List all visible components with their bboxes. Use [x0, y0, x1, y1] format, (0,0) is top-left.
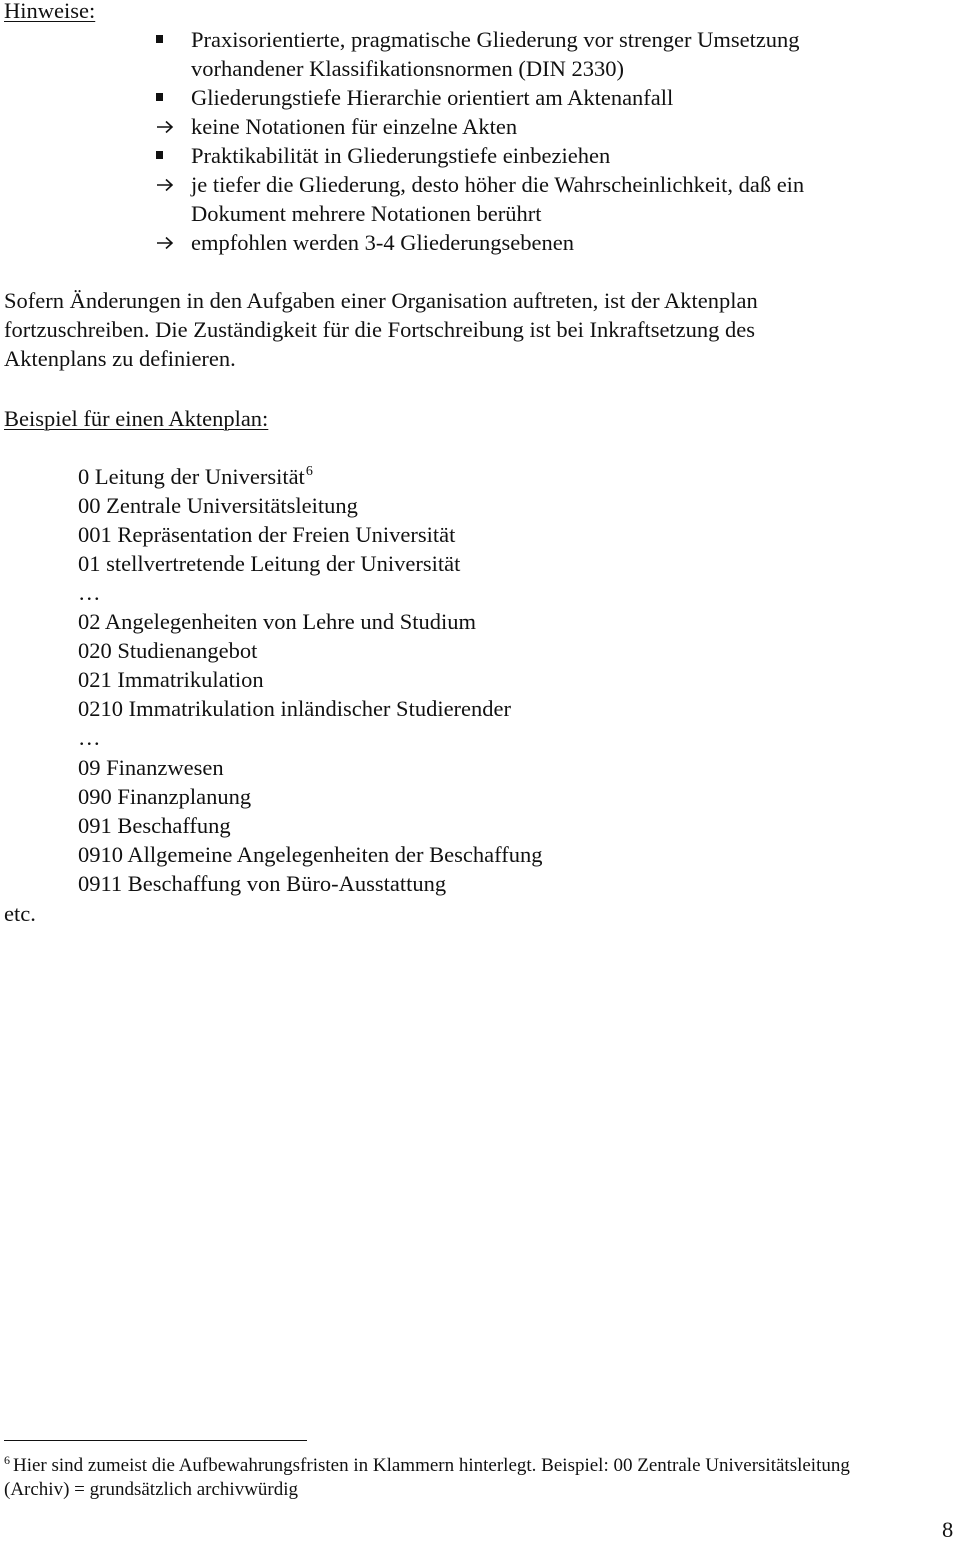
hint-item — [150, 112, 517, 141]
page-number: 8 — [942, 1517, 954, 1542]
plan-entry: 0911 Beschaffung von Büro-Ausstattung — [78, 871, 447, 896]
hint-text: empfohlen werden 3-4 Gliederungsebenen — [191, 230, 574, 255]
hint-text: Gliederungstiefe Hierarchie orientiert am Aktenanfall — [191, 85, 674, 110]
body-paragraph — [4, 286, 904, 373]
hint-text: vorhandener Klassifikationsnormen (DIN 2330) — [191, 56, 625, 81]
example-heading: Beispiel für einen Aktenplan: — [4, 406, 269, 431]
hint-text: keine Notationen für einzelne Akten — [191, 114, 518, 139]
plan-entry: 02 Angelegenheiten von Lehre und Studium — [78, 609, 477, 634]
hint-text: Dokument mehrere Notationen berührt — [191, 201, 542, 226]
hint-item — [150, 25, 800, 54]
plan-entry: 09 Finanzwesen — [78, 755, 224, 780]
section-heading-hinweise: Hinweise: — [4, 0, 96, 23]
plan-entry-text: 0 Leitung der Universität — [78, 464, 305, 489]
footnote-text: Hier sind zumeist die Aufbewahrungsfristen in Klammern hinterlegt. Beispiel: 00 Zentrale Universitätsleitung — [13, 1455, 850, 1476]
plan-entry: 091 Beschaffung — [78, 813, 231, 838]
plan-ellipsis: … — [78, 580, 101, 605]
plan-entry: 0910 Allgemeine Angelegenheiten der Beschaffung — [78, 842, 543, 867]
hint-item — [150, 54, 624, 83]
hint-item — [150, 199, 542, 228]
footnote-number: 6 — [4, 1453, 10, 1467]
hint-text: je tiefer die Gliederung, desto höher die Wahrscheinlichkeit, daß ein — [191, 172, 805, 197]
plan-entry: 090 Finanzplanung — [78, 784, 252, 809]
plan-entry — [78, 462, 313, 491]
hint-text: Praxisorientierte, pragmatische Gliederung vor strenger Umsetzung — [191, 27, 800, 52]
hint-item — [150, 141, 610, 170]
plan-entry: 0210 Immatrikulation inländischer Studierender — [78, 696, 512, 721]
paragraph-line: Sofern Änderungen in den Aufgaben einer Organisation auftreten, ist der Aktenplan — [4, 288, 758, 313]
footnote-divider — [4, 1440, 307, 1441]
hint-text: Praktikabilität in Gliederungstiefe einbeziehen — [191, 143, 611, 168]
footnote-line: (Archiv) = grundsätzlich archivwürdig — [4, 1479, 299, 1500]
etc-label: etc. — [4, 901, 36, 926]
paragraph-line: fortzuschreiben. Die Zuständigkeit für die Fortschreibung ist bei Inkraftsetzung des — [4, 317, 756, 343]
hint-item — [150, 170, 804, 199]
plan-entry: 001 Repräsentation der Freien Universität — [78, 522, 456, 547]
footnote-line — [4, 1454, 850, 1478]
plan-entry: 00 Zentrale Universitätsleitung — [78, 493, 358, 518]
paragraph-line: Aktenplans zu definieren. — [4, 346, 236, 372]
plan-entry: 020 Studienangebot — [78, 638, 258, 663]
footnote-reference: 6 — [305, 464, 313, 479]
plan-entry: 01 stellvertretende Leitung der Universität — [78, 551, 461, 576]
hint-item — [150, 228, 574, 257]
plan-ellipsis: … — [78, 725, 101, 750]
hint-item — [150, 83, 673, 112]
plan-entry: 021 Immatrikulation — [78, 667, 264, 692]
